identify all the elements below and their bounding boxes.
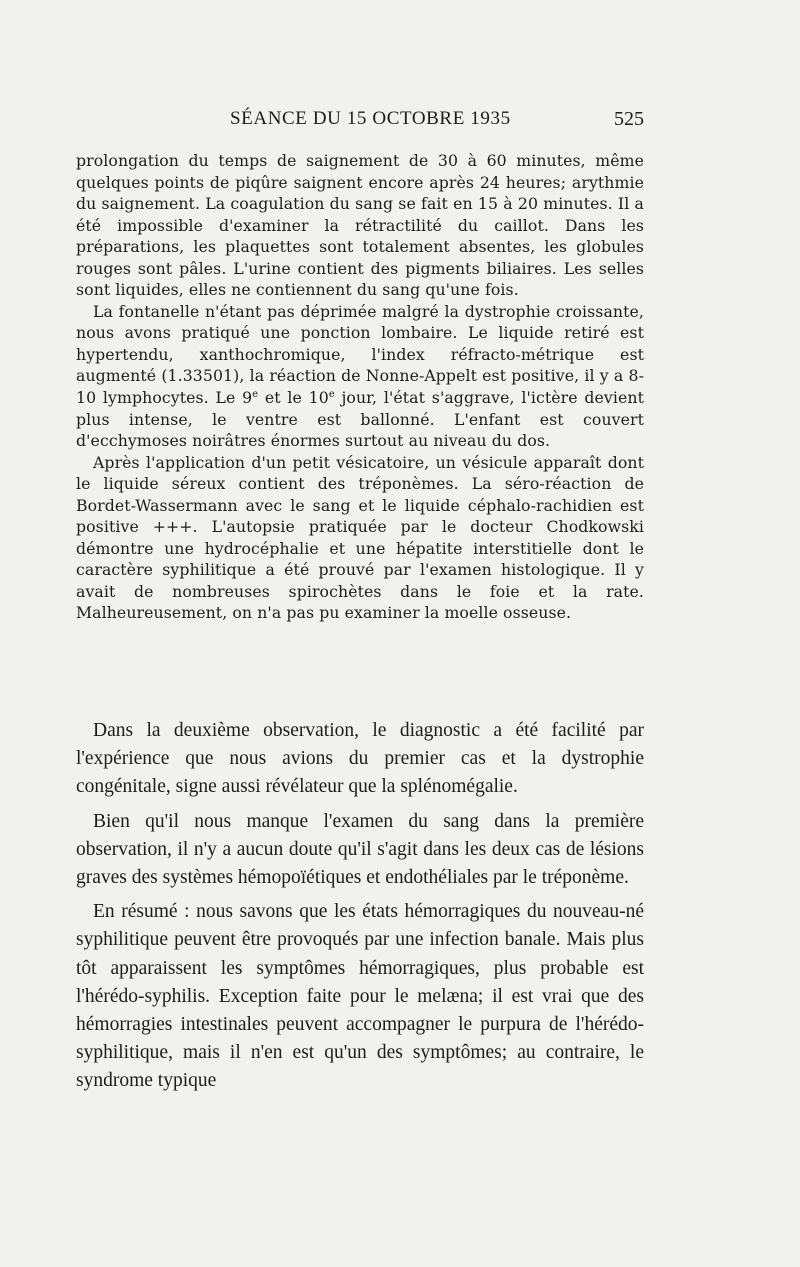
case-report-section — [76, 150, 644, 624]
serology-result: +++. — [152, 517, 198, 537]
paragraph-second-observation: Dans la deuxième observation, le diagnostic a été facilité par l'expérience que nous avions du premier cas et la dystrophie congénitale, signe aussi révélateur que la splénomégalie. — [76, 720, 644, 798]
serology-text: Après l'application d'un petit vésicatoire, un vésicule apparaît dont le liquide séreux contient des tréponèmes. La séro-réaction de Bordet-Wassermann avec le sang et le liquide céphalo-rachidien est positive — [76, 452, 644, 537]
page-number: 525 — [614, 108, 644, 130]
running-title: SÉANCE DU 15 OCTOBRE 1935 — [230, 108, 511, 129]
day-9: 9 — [242, 388, 253, 408]
clinical-worsening-text: jour, l'état s'aggrave, l'ictère devient plus intense, le ventre est ballonné. L'enfant est couvert d'ecchymoses noirâtres énormes surtout au niveau du dos. — [76, 388, 644, 451]
day-10-ordinal: e — [328, 388, 335, 400]
day-9-ordinal: e — [252, 388, 259, 400]
lumbar-puncture-text: La fontanelle n'étant pas déprimée malgré la dystrophie croissante, nous avons pratiqué une ponction lombaire. Le liquide retiré est hypertendu, xanthochromique, l'index réfracto-métrique est augmenté (1.33501), la réaction de Nonne-Appelt est positive, il y a 8-10 lymphocytes. — [76, 301, 644, 408]
autopsy-text: L'autopsie pratiquée par le docteur Chodkowski démontre une hydrocéphalie et une hépatite interstitielle dont le caractère syphilitique a été prouvé par l'examen histologique. Il y avait de nombreuses spirochètes dans le foie et la rate. Malheureusement, on n'a pas pu examiner la moelle osseuse. — [76, 517, 644, 623]
paragraph-lumbar-puncture — [76, 301, 644, 452]
paragraph-summary: En résumé : nous savons que les états hémorragiques du nouveau-né syphilitique peuvent être provoqués par une infection banale. Mais plus tôt apparaissent les symptômes hémorragiques, plus probable est l'hérédo-syphilis. Exception faite pour le melæna; il est vrai que des hémorragies intestinales peuvent accompagner le purpura de l'hérédo-syphilitique, mais il n'en est qu'un des symptômes; au contraire, le syndrome typique — [76, 901, 644, 1092]
paragraph-bleeding-time: prolongation du temps de saignement de 30 à 60 minutes, même quelques points de piqûre saignent encore après 24 heures; arythmie du saignement. La coagulation du sang se fait en 15 à 20 minutes. Il a été impossible d'examiner la rétractilité du caillot. Dans les préparations, les plaquettes sont totalement absentes, les globules rouges sont pâles. L'urine contient des pigments biliaires. Les selles sont liquides, elles ne contiennent du sang qu'une fois. — [76, 151, 644, 300]
day-10-label-et-le: et le — [258, 388, 309, 408]
discussion-section — [76, 717, 644, 1096]
paragraph-blood-exam: Bien qu'il nous manque l'examen du sang dans la première observation, il n'y a aucun doute qu'il s'agit dans les deux cas de lésions graves des systèmes hémopoïétiques et endothéliales par le tréponème. — [76, 810, 644, 889]
day-10: 10 — [308, 388, 329, 408]
paragraph-serology-autopsy — [76, 452, 644, 624]
day-9-label-le: Le — [215, 388, 243, 408]
page-header — [76, 108, 644, 134]
